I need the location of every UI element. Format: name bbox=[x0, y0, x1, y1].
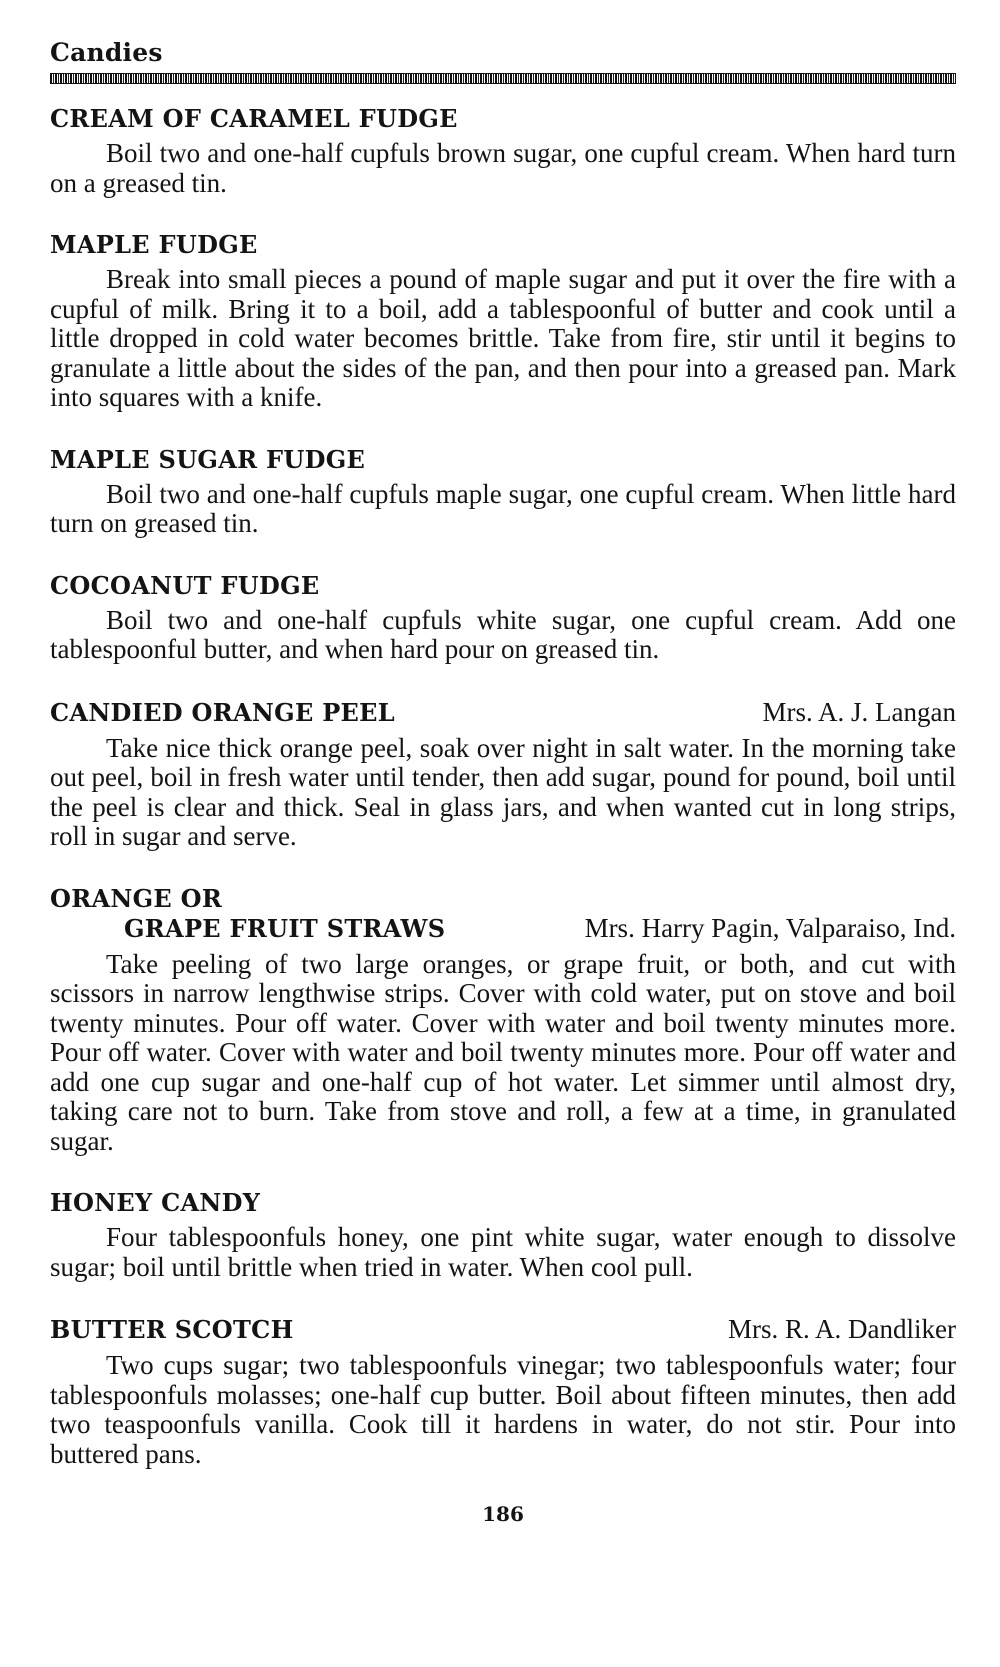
recipe-text: Break into small pieces a pound of maple sugar and put it over the fire with a cupful of milk. Bring it to a boil, add a tablespoonful of butter and cook until a little dropped in cold water becomes brittle. Take from fire, stir until it begins to granulate a little about the sides of the pan, and then pour into a greased pan. Mark into squares with a knife. bbox=[50, 264, 956, 412]
recipe-author: Mrs. Harry Pagin, Valparaiso, Ind. bbox=[584, 912, 956, 943]
ornamental-rule bbox=[50, 73, 956, 84]
recipe-title: CREAM OF CARAMEL FUDGE bbox=[50, 104, 458, 133]
recipe-title-line2: GRAPE FRUIT STRAWS bbox=[124, 913, 446, 943]
recipe-header bbox=[50, 445, 956, 474]
recipe-author: Mrs. R. A. Dandliker bbox=[728, 1314, 956, 1344]
recipe-honey-candy bbox=[50, 1188, 956, 1282]
recipe-maple-sugar-fudge bbox=[50, 445, 956, 539]
recipe-header bbox=[50, 1314, 956, 1345]
recipe-butter-scotch bbox=[50, 1314, 956, 1469]
recipe-maple-fudge bbox=[50, 230, 956, 413]
recipe-header bbox=[50, 697, 956, 728]
cookbook-page bbox=[50, 38, 956, 1526]
recipe-cream-of-caramel-fudge bbox=[50, 104, 956, 198]
recipe-cocoanut-fudge bbox=[50, 571, 956, 665]
recipe-header-line2 bbox=[50, 913, 956, 944]
recipe-orange-grape-fruit-straws bbox=[50, 884, 956, 1157]
recipe-text: Take nice thick orange peel, soak over night in salt water. In the morning take out peel, boil in fresh water until tender, then add sugar, pound for pound, boil until the peel is clear and thick. Seal in glass jars, and when wanted cut in long strips, roll in sugar and serve. bbox=[50, 732, 956, 851]
recipe-text: Four tablespoonfuls honey, one pint white sugar, water enough to dissolve sugar; boil until brittle when tried in water. When cool pull. bbox=[50, 1222, 956, 1282]
recipe-title: MAPLE FUDGE bbox=[50, 230, 258, 259]
recipe-header bbox=[50, 104, 956, 133]
recipe-text: Take peeling of two large oranges, or grape fruit, or both, and cut with scissors in narrow lengthwise strips. Cover with cold water, put on stove and boil twenty minutes. Pour off water. Cover with water and boil twenty minutes more. Pour off water. Cover with water and boil twenty minutes more. Pour off water and add one cup sugar and one-half cup of hot water. Let simmer until almost dry, taking care not to burn. Take from stove and roll, a few at a time, in granulated sugar. bbox=[50, 948, 956, 1156]
running-head: Candies bbox=[50, 38, 163, 67]
recipe-header bbox=[50, 884, 956, 944]
recipe-title: CANDIED ORANGE PEEL bbox=[50, 697, 395, 727]
recipe-text: Boil two and one-half cupfuls maple sugar, one cupful cream. When little hard turn on greased tin. bbox=[50, 478, 956, 538]
recipe-header bbox=[50, 1188, 956, 1217]
recipe-title: COCOANUT FUDGE bbox=[50, 570, 320, 600]
recipe-header bbox=[50, 230, 956, 259]
page-number: 186 bbox=[482, 1502, 524, 1526]
recipe-author: Mrs. A. J. Langan bbox=[762, 696, 956, 727]
recipe-title: MAPLE SUGAR FUDGE bbox=[50, 444, 366, 474]
recipe-title: HONEY CANDY bbox=[50, 1188, 261, 1217]
recipe-candied-orange-peel bbox=[50, 697, 956, 852]
recipe-title: BUTTER SCOTCH bbox=[50, 1315, 294, 1344]
recipe-text: Two cups sugar; two tablespoonfuls vinegar; two tablespoonfuls water; four tablespoonfuls molasses; one-half cup butter. Boil about fifteen minutes, then add two teaspoonfuls vanilla. Cook till it hardens in water, do not stir. Pour into buttered pans. bbox=[50, 1350, 956, 1469]
recipe-title-line1: ORANGE OR bbox=[50, 883, 223, 913]
recipe-text: Boil two and one-half cupfuls white sugar, one cupful cream. Add one tablespoonful butter, and when hard pour on greased tin. bbox=[50, 604, 956, 664]
recipe-text: Boil two and one-half cupfuls brown sugar, one cupful cream. When hard turn on a greased tin. bbox=[50, 138, 956, 198]
recipe-header bbox=[50, 571, 956, 600]
